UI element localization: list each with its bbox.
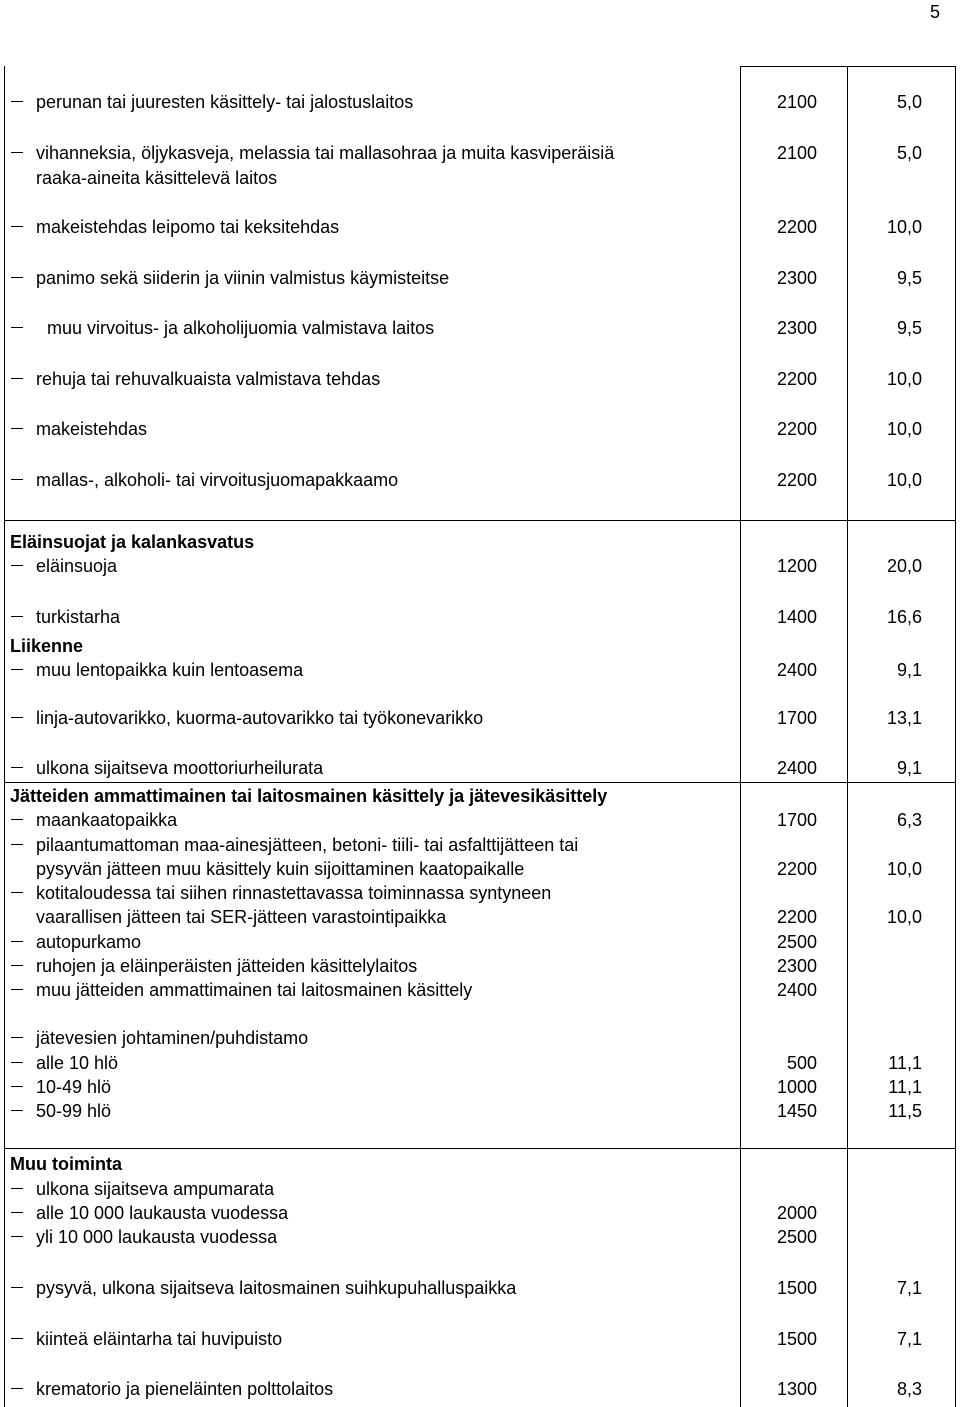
table-row (0, 881, 960, 905)
value-col-2: 6,3 (896, 810, 922, 830)
value-col-1: 1500 (776, 1278, 817, 1298)
section-heading-row (0, 1152, 960, 1176)
dash-bullet-icon (11, 327, 23, 328)
value-col-1: 2000 (776, 1203, 817, 1223)
section-divider (4, 782, 955, 783)
value-col-2: 8,3 (896, 1379, 922, 1399)
dash-bullet-icon (11, 277, 23, 278)
row-label: linja-autovarikko, kuorma-autovarikko tai työkonevarikko (36, 708, 484, 728)
value-col-2: 10,0 (886, 470, 922, 490)
row-label: alle 10 000 laukausta vuodessa (36, 1203, 289, 1223)
table-row (0, 1201, 960, 1225)
value-col-2: 5,0 (896, 143, 922, 163)
row-label: ulkona sijaitseva moottoriurheilurata (36, 758, 324, 778)
table-row (0, 857, 960, 881)
value-col-1: 2200 (776, 217, 817, 237)
table-row (0, 756, 960, 780)
table-row (0, 1075, 960, 1099)
row-label: eläinsuoja (36, 556, 118, 576)
page-number: 5 (930, 2, 941, 22)
dash-bullet-icon (11, 479, 23, 480)
row-label: ulkona sijaitseva ampumarata (36, 1179, 275, 1199)
value-col-1: 2500 (776, 1227, 817, 1247)
row-label: alle 10 hlö (36, 1053, 119, 1073)
value-col-1: 2300 (776, 318, 817, 338)
table-row (0, 1225, 960, 1249)
table-row (0, 706, 960, 730)
section-heading-row (0, 784, 960, 808)
dash-bullet-icon (11, 892, 23, 893)
table-row (0, 266, 960, 290)
value-col-2: 16,6 (886, 607, 922, 627)
value-col-1: 500 (786, 1053, 817, 1073)
table-row (0, 468, 960, 492)
value-col-1: 1200 (776, 556, 817, 576)
value-col-2: 7,1 (896, 1329, 922, 1349)
value-col-2: 7,1 (896, 1278, 922, 1298)
table-row (0, 808, 960, 832)
row-label: raaka-aineita käsittelevä laitos (36, 168, 278, 188)
row-label: panimo sekä siiderin ja viinin valmistus käymisteitse (36, 268, 450, 288)
value-col-2: 9,5 (896, 268, 922, 288)
dash-bullet-icon (11, 1212, 23, 1213)
value-col-1: 2400 (776, 758, 817, 778)
table-row (0, 605, 960, 629)
value-col-2: 10,0 (886, 859, 922, 879)
section-heading-row (0, 634, 960, 658)
row-label: kiinteä eläintarha tai huvipuisto (36, 1329, 283, 1349)
dash-bullet-icon (11, 669, 23, 670)
row-label: muu jätteiden ammattimainen tai laitosmainen käsittely (36, 980, 473, 1000)
value-col-1: 1700 (776, 810, 817, 830)
table-row (0, 316, 960, 340)
dash-bullet-icon (11, 226, 23, 227)
dash-bullet-icon (11, 101, 23, 102)
table-row (0, 1051, 960, 1075)
value-col-1: 2100 (776, 92, 817, 112)
table-row (0, 930, 960, 954)
row-label: muu lentopaikka kuin lentoasema (36, 660, 304, 680)
dash-bullet-icon (11, 989, 23, 990)
row-label: ruhojen ja eläinperäisten jätteiden käsittelylaitos (36, 956, 418, 976)
dash-bullet-icon (11, 819, 23, 820)
dash-bullet-icon (11, 844, 23, 845)
table-row (0, 833, 960, 857)
value-col-1: 2400 (776, 980, 817, 1000)
value-col-1: 2400 (776, 660, 817, 680)
table-row (0, 1276, 960, 1300)
value-col-2: 10,0 (886, 217, 922, 237)
value-col-1: 1300 (776, 1379, 817, 1399)
dash-bullet-icon (11, 1338, 23, 1339)
value-col-2: 9,5 (896, 318, 922, 338)
dash-bullet-icon (11, 1037, 23, 1038)
value-col-1: 2200 (776, 907, 817, 927)
dash-bullet-icon (11, 1287, 23, 1288)
row-label: pilaantumattoman maa-ainesjätteen, betoni- tiili- tai asfalttijätteen tai (36, 835, 579, 855)
section-heading: Liikenne (10, 636, 84, 656)
dash-bullet-icon (11, 767, 23, 768)
row-label: pysyvän jätteen muu käsittely kuin sijoittaminen kaatopaikalle (36, 859, 525, 879)
value-col-1: 2500 (776, 932, 817, 952)
section-divider (4, 520, 955, 521)
row-label: makeistehdas leipomo tai keksitehdas (36, 217, 340, 237)
section-heading: Eläinsuojat ja kalankasvatus (10, 532, 255, 552)
row-label: yli 10 000 laukausta vuodessa (36, 1227, 278, 1247)
row-label: krematorio ja pieneläinten polttolaitos (36, 1379, 334, 1399)
value-col-1: 1400 (776, 607, 817, 627)
table-row (0, 1177, 960, 1201)
dash-bullet-icon (11, 378, 23, 379)
value-col-1: 2200 (776, 470, 817, 490)
dash-bullet-icon (11, 1062, 23, 1063)
row-label: rehuja tai rehuvalkuaista valmistava tehdas (36, 369, 381, 389)
table-row (0, 658, 960, 682)
section-heading-row (0, 530, 960, 554)
value-col-2: 11,5 (888, 1101, 922, 1121)
value-col-1: 1700 (776, 708, 817, 728)
row-label: perunan tai juuresten käsittely- tai jalostuslaitos (36, 92, 414, 112)
value-col-1: 1000 (776, 1077, 817, 1097)
table-row (0, 1099, 960, 1123)
table-row (0, 905, 960, 929)
table-top-rule (740, 66, 955, 67)
value-col-2: 9,1 (896, 758, 922, 778)
dash-bullet-icon (11, 1188, 23, 1189)
dash-bullet-icon (11, 152, 23, 153)
table-row (0, 554, 960, 578)
row-label: 10-49 hlö (36, 1077, 112, 1097)
table-row (0, 954, 960, 978)
dash-bullet-icon (11, 941, 23, 942)
value-col-2: 5,0 (896, 92, 922, 112)
value-col-1: 2200 (776, 859, 817, 879)
value-col-2: 10,0 (886, 907, 922, 927)
row-label: autopurkamo (36, 932, 142, 952)
table-row (0, 1026, 960, 1050)
value-col-2: 10,0 (886, 369, 922, 389)
dash-bullet-icon (11, 1236, 23, 1237)
row-label: 50-99 hlö (36, 1101, 112, 1121)
table-row (0, 141, 960, 165)
table-row (0, 90, 960, 114)
table-row (0, 367, 960, 391)
value-col-1: 2200 (776, 419, 817, 439)
value-col-2: 20,0 (886, 556, 922, 576)
table-row (0, 417, 960, 441)
section-heading: Muu toiminta (10, 1154, 122, 1174)
value-col-1: 2200 (776, 369, 817, 389)
dash-bullet-icon (11, 1388, 23, 1389)
table-row (0, 1327, 960, 1351)
row-label: makeistehdas (36, 419, 148, 439)
row-label: jätevesien johtaminen/puhdistamo (36, 1028, 309, 1048)
dash-bullet-icon (11, 717, 23, 718)
table-row (0, 1377, 960, 1401)
row-label: vaarallisen jätteen tai SER-jätteen varastointipaikka (36, 907, 447, 927)
section-heading: Jätteiden ammattimainen tai laitosmainen käsittely ja jätevesikäsittely (10, 786, 608, 806)
value-col-1: 1500 (776, 1329, 817, 1349)
value-col-1: 1450 (776, 1101, 817, 1121)
row-label: mallas-, alkoholi- tai virvoitusjuomapakkaamo (36, 470, 399, 490)
value-col-2: 13,1 (886, 708, 922, 728)
value-col-1: 2100 (776, 143, 817, 163)
value-col-2: 11,1 (888, 1053, 922, 1073)
value-col-1: 2300 (776, 956, 817, 976)
table-row (0, 166, 960, 190)
row-label: maankaatopaikka (36, 810, 178, 830)
table-row (0, 215, 960, 239)
row-label: kotitaloudessa tai siihen rinnastettavassa toiminnassa syntyneen (36, 883, 552, 903)
table-row (0, 978, 960, 1002)
value-col-2: 11,1 (888, 1077, 922, 1097)
value-col-2: 9,1 (896, 660, 922, 680)
dash-bullet-icon (11, 616, 23, 617)
section-divider (4, 1148, 955, 1149)
row-label: turkistarha (36, 607, 121, 627)
dash-bullet-icon (11, 1086, 23, 1087)
dash-bullet-icon (11, 565, 23, 566)
dash-bullet-icon (11, 1110, 23, 1111)
dash-bullet-icon (11, 965, 23, 966)
row-label: pysyvä, ulkona sijaitseva laitosmainen suihkupuhalluspaikka (36, 1278, 517, 1298)
dash-bullet-icon (11, 428, 23, 429)
row-label: vihanneksia, öljykasveja, melassia tai mallasohraa ja muita kasviperäisiä (36, 143, 615, 163)
value-col-1: 2300 (776, 268, 817, 288)
value-col-2: 10,0 (886, 419, 922, 439)
row-label: muu virvoitus- ja alkoholijuomia valmistava laitos (47, 318, 435, 338)
